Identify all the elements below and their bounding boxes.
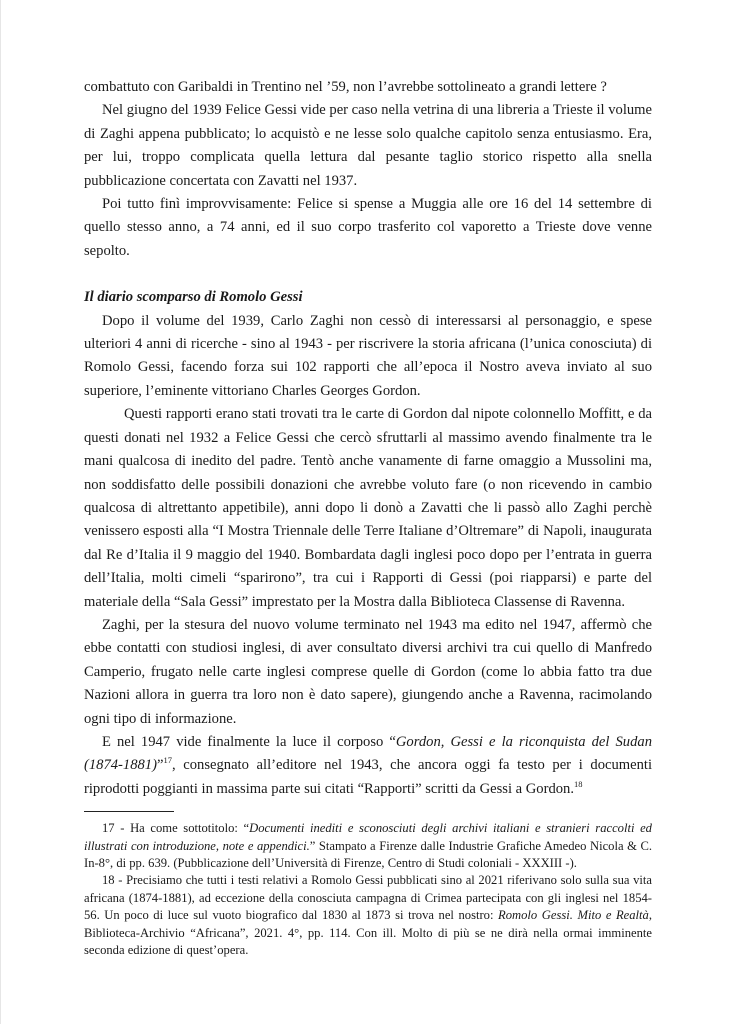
paragraph: Dopo il volume del 1939, Carlo Zaghi non cessò di interessarsi al personaggio, e spese ulteriori 4 anni di ricerche - sino al 1943 - per riscrivere la storia africana (l’unica conosciuta) di Romolo Gessi, facendo forza sui 102 rapporti che all’epoca il Nostro aveva inviato al suo superiore, l’eminente vittoriano Charles Georges Gordon. — [84, 312, 652, 399]
footnote-ref[interactable]: 18 — [574, 778, 583, 789]
paragraph: combattuto con Garibaldi in Trentino nel ’59, non l’avrebbe sottolineato a grandi lettere ? — [84, 79, 607, 95]
footnote-italic: Documenti inediti e sconosciuti degli archivi italiani e stranieri raccolti ed illustrati con introduzione, note e appendici. — [84, 821, 652, 853]
paragraph: Poi tutto finì improvvisamente: Felice si spense a Muggia alle ore 16 del 14 settembre di quello stesso anno, a 74 anni, ed il suo corpo trasferito col vaporetto a Trieste dove venne sepolto. — [84, 196, 652, 259]
paragraph: Nel giugno del 1939 Felice Gessi vide per caso nella vetrina di una libreria a Trieste il volume di Zaghi appena pubblicato; lo acquistò e ne lesse solo qualche capitolo senza entusiasmo. Era, per lui, troppo complicata quella lettura dal pesante taglio storico rispetto alla snella pubblicazione concertata con Zavatti nel 1937. — [84, 102, 652, 189]
closing-quote: ” — [156, 757, 164, 774]
paragraph — [84, 731, 652, 801]
paragraph: Questi rapporti erano stati trovati tra le carte di Gordon dal nipote colonnello Moffitt, e da questi donati nel 1932 a Felice Gessi che cercò sfruttarli al massimo avendo finalmente tra le mani qualcosa di inedito del padre. Tentò anche vanamente di farne omaggio a Mussolini ma, non soddisfatto delle possibili donazioni che avrebbe voluto fare (o non ricevendo in cambio qualcosa di altrettanto appetibile), anni dopo li donò a Zavatti che li passò allo Zaghi perchè venissero esposti alla “I Mostra Triennale delle Terre Italiane d’Oltremare” di Napoli, inaugurata dal Re d’Italia il 9 maggio del 1940. Bombardata dagli inglesi poco dopo per l’entrata in guerra dell’Italia, molti cimeli “sparirono”, tra cui i Rapporti di Gessi (poi riapparsi) e parte del materiale della “Sala Gessi” imprestato per la Mostra dalla Biblioteca Classense di Ravenna. — [84, 406, 652, 610]
footnote-text: 18 - Precisiamo che tutti i testi relativi a Romolo Gessi pubblicati sino al 2021 riferivano solo sulla sua vita africana (1874-1881), ad eccezione della conosciuta campagna di Crimea partecipata con gli inglesi nel 1854-56. Un poco di luce sul vuoto biografico dal 1830 al 1873 si trova nel nostro: — [84, 873, 652, 923]
paragraph-text: , consegnato all’editore nel 1943, che ancora oggi fa testo per i documenti riprodotti poggianti in massima parte sui citati “Rapporti” scritti da Gessi a Gordon. — [84, 757, 652, 797]
paragraph-text: E nel 1947 vide finalmente la luce il corposo “ — [102, 733, 396, 750]
section-spacer — [84, 263, 652, 286]
page-body — [84, 76, 652, 959]
section-heading: Il diario scomparso di Romolo Gessi — [84, 289, 303, 306]
footnote-text: 17 - Ha come sottotitolo: “ — [102, 821, 250, 836]
book-title: Gordon, Gessi e la riconquista del Sudan (1874-1881) — [84, 733, 652, 774]
footnote-text: ” Stampato a Firenze dalle Industrie Grafiche Amedeo Nicola & C. In-8°, di pp. 639. (Pubblicazione dell’Università di Firenze, Centro di Studi coloniali - XXXIII -). — [84, 838, 653, 870]
footnote-divider — [84, 811, 174, 812]
footnote-text: , Biblioteca-Archivio “Africana”, 2021. 4°, pp. 114. Con ill. Molto di più se ne dirà nella ormai imminente seconda edizione di quest’opera. — [84, 908, 653, 958]
footnote-ref[interactable]: 17 — [163, 755, 172, 766]
footnote — [84, 872, 652, 959]
paragraph: Zaghi, per la stesura del nuovo volume terminato nel 1943 ma edito nel 1947, affermò che ebbe contatti con studiosi inglesi, di aver consultato diversi archivi tra cui quello di Manfredo Camperio, frugato nelle carte inglesi comprese quelle di Gordon (come lo abbia fatto tra due Nazioni allora in guerra tra loro non è dato sapere), giungendo anche a Ravenna, racimolando ogni tipo di informazione. — [84, 616, 652, 727]
footnote — [84, 820, 652, 872]
footnote-italic: Romolo Gessi. Mito e Realtà — [498, 908, 649, 923]
